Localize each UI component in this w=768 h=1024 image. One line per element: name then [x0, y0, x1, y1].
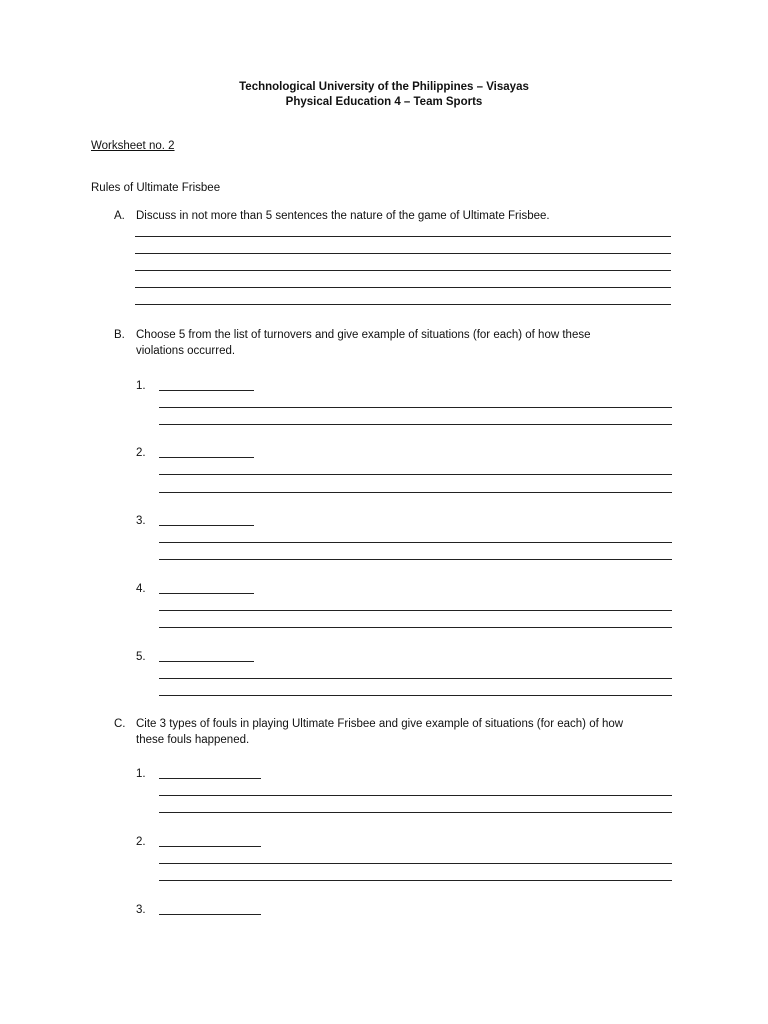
item-number: 2.	[136, 836, 146, 848]
question-b-text-line2: violations occurred.	[136, 345, 236, 357]
foul-name-blank[interactable]	[159, 914, 261, 915]
answer-line[interactable]	[159, 424, 672, 425]
question-c-text-line1: Cite 3 types of fouls in playing Ultimate Frisbee and give example of situations (for each) of how	[136, 718, 624, 730]
answer-line[interactable]	[159, 812, 672, 813]
university-title: Technological University of the Philippines – Visayas	[239, 81, 529, 93]
item-number: 5.	[136, 651, 146, 663]
course-title: Physical Education 4 – Team Sports	[285, 96, 483, 108]
foul-name-blank[interactable]	[159, 778, 261, 779]
answer-line[interactable]	[159, 542, 672, 543]
answer-line[interactable]	[159, 610, 672, 611]
section-title: Rules of Ultimate Frisbee	[91, 182, 221, 194]
answer-line[interactable]	[135, 304, 671, 305]
answer-line[interactable]	[135, 287, 671, 288]
turnover-name-blank[interactable]	[159, 525, 254, 526]
answer-line[interactable]	[159, 863, 672, 864]
foul-name-blank[interactable]	[159, 846, 261, 847]
answer-line[interactable]	[135, 253, 671, 254]
item-number: 1.	[136, 768, 146, 780]
answer-line[interactable]	[159, 474, 672, 475]
item-number: 3.	[136, 515, 146, 527]
item-number: 2.	[136, 447, 146, 459]
answer-line[interactable]	[159, 795, 672, 796]
answer-line[interactable]	[135, 270, 671, 271]
answer-line[interactable]	[159, 627, 672, 628]
answer-line[interactable]	[159, 407, 672, 408]
question-a-text: Discuss in not more than 5 sentences the nature of the game of Ultimate Frisbee.	[136, 210, 550, 222]
turnover-name-blank[interactable]	[159, 390, 254, 391]
item-number: 1.	[136, 380, 146, 392]
answer-line[interactable]	[159, 695, 672, 696]
question-a-letter: A.	[114, 210, 125, 222]
answer-line[interactable]	[135, 236, 671, 237]
question-c-text-line2: these fouls happened.	[136, 734, 250, 746]
item-number: 4.	[136, 583, 146, 595]
answer-line[interactable]	[159, 880, 672, 881]
answer-line[interactable]	[159, 492, 672, 493]
answer-line[interactable]	[159, 678, 672, 679]
item-number: 3.	[136, 904, 146, 916]
turnover-name-blank[interactable]	[159, 457, 254, 458]
turnover-name-blank[interactable]	[159, 661, 254, 662]
answer-line[interactable]	[159, 559, 672, 560]
question-b-letter: B.	[114, 329, 125, 341]
worksheet-title: Worksheet no. 2	[91, 140, 175, 152]
turnover-name-blank[interactable]	[159, 593, 254, 594]
question-c-letter: C.	[114, 718, 126, 730]
question-b-text-line1: Choose 5 from the list of turnovers and give example of situations (for each) of how these	[136, 329, 591, 341]
